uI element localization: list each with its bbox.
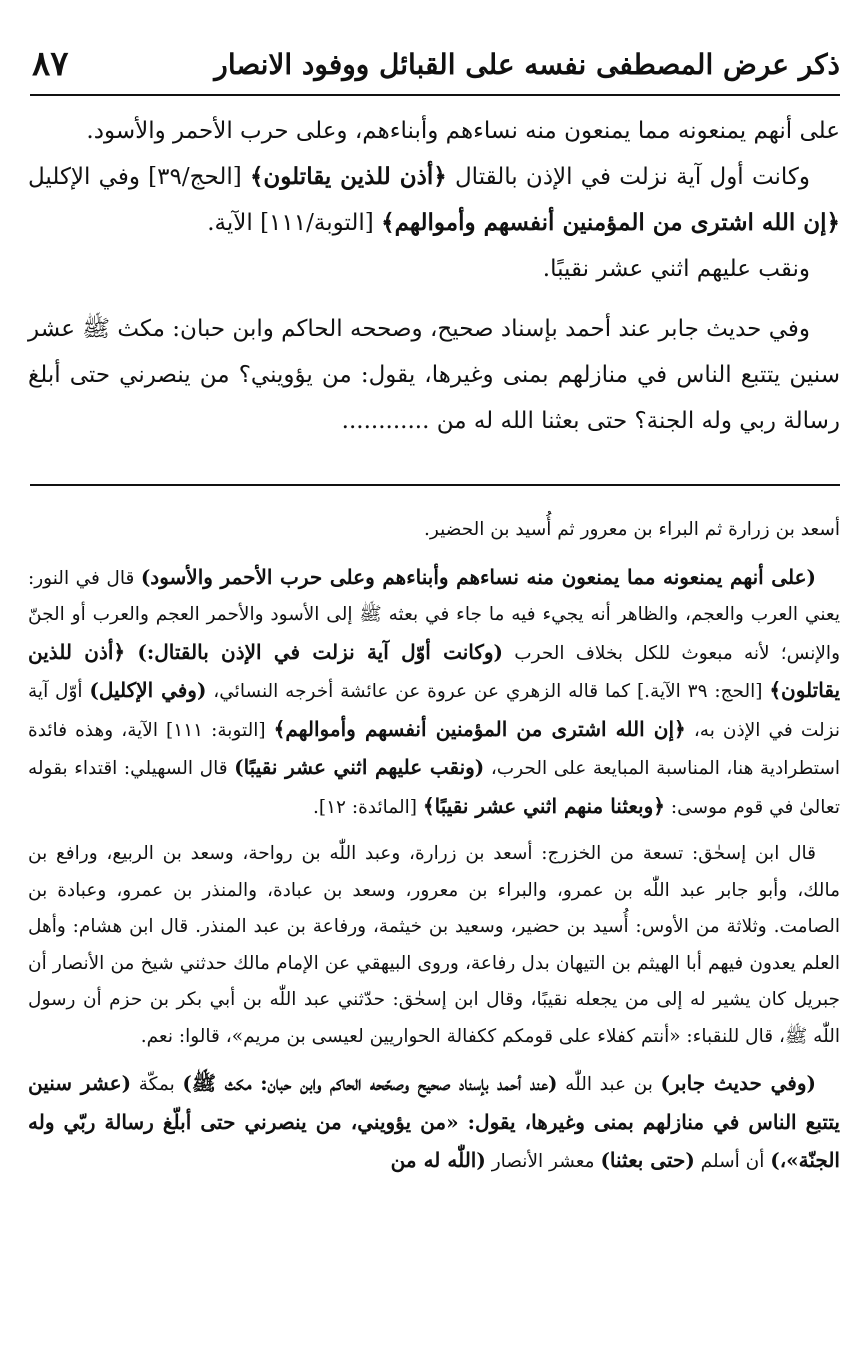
commentary-paragraph [28, 559, 840, 827]
bold-phrase: (على أنهم يمنعونه مما يمنعون منه نساءهم وأبناءهم وعلى حرب الأحمر والأسود) [140, 564, 816, 589]
bold-phrase: (وكانت أوّل آية نزلت في الإذن بالقتال:) ﴿أذن للذين يقاتلون﴾ [28, 639, 841, 702]
bold-phrase: ﴿أذن للذين يقاتلون﴾ [249, 163, 447, 190]
page-number: ٨٧ [32, 44, 69, 84]
text-run: [التوبة: ١١١] الآية، وهذه فائدة استطرادية هنا، المناسبة المبايعة على الحرب، [28, 719, 840, 779]
text-run: بن عبد اللّٰه [557, 1074, 661, 1095]
bold-phrase: ﴿إن الله اشترى من المؤمنين أنفسهم وأموالهم﴾ [273, 716, 686, 741]
header-rule [30, 94, 840, 96]
main-text [28, 108, 840, 444]
bold-phrase: (ونقب عليهم اثني عشر نقيبًا) [234, 755, 485, 779]
commentary-separator [30, 484, 840, 486]
running-title: ذكر عرض المصطفى نفسه على القبائل ووفود الانصار [214, 47, 840, 81]
main-paragraph [28, 108, 840, 154]
main-paragraph [28, 154, 840, 246]
text-run: ونقب عليهم اثني عشر نقيبًا. [542, 256, 810, 282]
commentary-paragraph [28, 1065, 840, 1181]
text-run: [الحج/٣٩] وفي الإكليل [28, 164, 250, 190]
main-paragraph [28, 246, 840, 292]
text-run: بمكّة [131, 1074, 183, 1095]
page-header [32, 36, 840, 92]
text-run: قال في النور: يعني العرب والعجم، والظاهر أنه يجيء فيه ما جاء في بعثه ﷺ إلى الأسود والأحمر العجم والعرب أو الجنّ والإنس؛ لأنه مبعوث للكل بخلاف الحرب [28, 567, 841, 664]
bold-phrase: (حتى بعثنا) [600, 1148, 695, 1172]
bold-phrase: (اللّٰه له من [390, 1148, 486, 1172]
text-run: [الحج: ٣٩ الآية.] كما قاله الزهري عن عروة عن عائشة أخرجه النسائي، [206, 681, 770, 702]
text-run: قال السهيلي: اقتداء بقوله تعالىٰ في قوم موسى: [28, 758, 840, 818]
text-run: [التوبة/١١١] الآية. [207, 210, 382, 236]
text-run: قال ابن إسحٰق: تسعة من الخزرج: أسعد بن زرارة، وعبد اللّٰه بن رواحة، وسعد بن الربيع، ورافع بن مالك، وأبو جابر عبد اللّٰه بن عمرو، والبراء بن معرور، وسعد بن عبادة، والمنذر بن عمرو، وعبادة بن الصامت. وثلاثة من الأوس: أُسيد بن حضير، وسعيد بن خيثمة، ورفاعة بن عبد المنذر. قال ابن هشام: وأهل العلم يعدون فيهم أبا الهيثم بن التيهان بدل رفاعة، وروى البيهقي عن الإمام مالك حدثني شيخ من الأنصار أن جبريل كان يشير له إلى من يجعله نقيبًا، وقال ابن إسحٰق: حدّثني عبد اللّٰه بن أبي بكر بن حزم أن رسول اللّٰه ﷺ، قال للنقباء: «أنتم كفلاء على قومكم ككفالة الحواريين لعيسى بن مريم»، قالوا: نعم. [28, 843, 840, 1047]
text-run: على أنهم يمنعونه مما يمنعون منه نساءهم وأبناءهم، وعلى حرب الأحمر والأسود. [86, 118, 840, 144]
text-run: وفي حديث جابر عند أحمد بإسناد صحيح، وصححه الحاكم وابن حبان: مكث ﷺ عشر سنين يتتبع الناس في منازلهم بمنى وغيرها، يقول: من يؤويني؟ من ينصرني حتى أبلغ رسالة ربي وله الجنة؟ حتى بعثنا الله له من ............ [28, 316, 840, 434]
bold-phrase: ﴿إن الله اشترى من المؤمنين أنفسهم وأموالهم﴾ [381, 209, 840, 236]
bold-phrase: (عشر سنين يتتبع الناس في منازلهم بمنى وغيرها، يقول: «من يؤويني، من ينصرني حتى أبلّغ رسالة ربّي وله الجنّة»،) [28, 1071, 840, 1172]
text-run: وكانت أول آية نزلت في الإذن بالقتال [446, 164, 810, 190]
bold-phrase: ﴿وبعثنا منهم اثني عشر نقيبًا﴾ [422, 793, 665, 818]
text-run: [المائدة: ١٢]. [313, 796, 423, 818]
text-run: أوّل آية نزلت في الإذن به، [28, 681, 840, 741]
text-run: معشر الأنصار [485, 1151, 601, 1172]
text-run: أن أسلم [694, 1151, 771, 1172]
commentary-text [28, 512, 840, 1181]
text-run: أسعد بن زرارة ثم البراء بن معرور ثم أُسيد بن الحضير. [423, 519, 840, 540]
bold-phrase: (وفي الإكليل) [89, 678, 207, 702]
commentary-paragraph [28, 512, 840, 549]
bold-phrase: (عند أحمد بإسناد صحيح وصحّحه الحاكم وابن حبان: مكث ﷺ) [182, 1071, 558, 1095]
bold-phrase: (وفي حديث جابر) [660, 1071, 816, 1095]
commentary-paragraph [28, 836, 840, 1055]
main-paragraph [28, 306, 840, 444]
